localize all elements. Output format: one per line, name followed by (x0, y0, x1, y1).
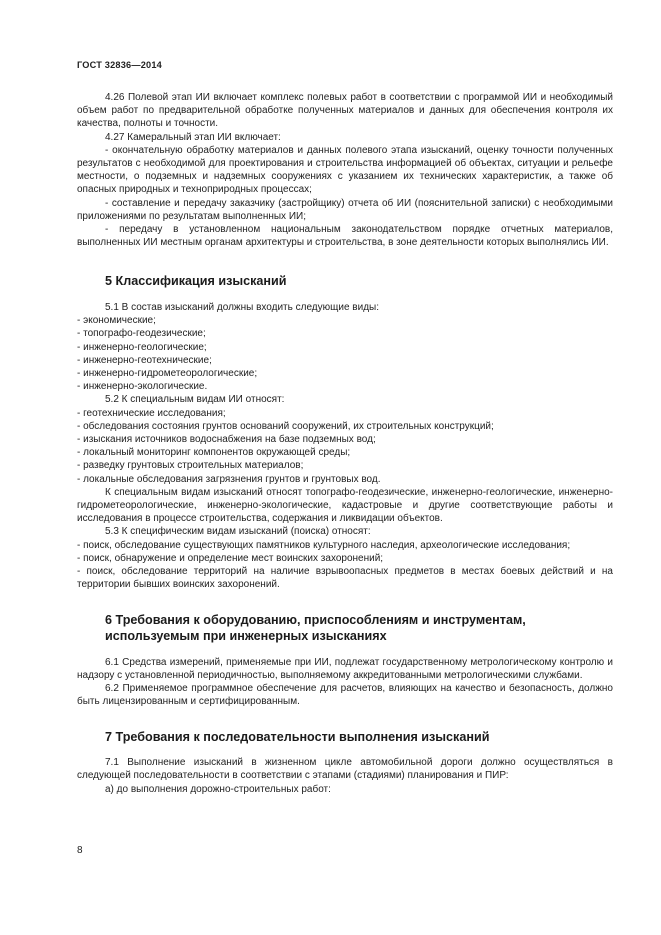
list-item: - поиск, обследование существующих памятников культурного наследия, археологические исследования; (77, 539, 571, 551)
paragraph-5-3: 5.3 К специфическим видам изысканий (поиска) относят: (105, 526, 371, 538)
paragraph-5-2: 5.2 К специальным видам ИИ относят: (105, 394, 285, 406)
list-item: - экономические; (77, 315, 156, 327)
list-item: - разведку грунтовых строительных материалов; (77, 460, 304, 472)
paragraph-5-2-special: К специальным видам изысканий относят топографо-геодезические, инженерно-геологические, инженерно-гидрометеорологические, инженерно-экологические, кадастровые и другие соответствующие работы и исследования в процессе строительства, содержания и ликвидации объектов. (77, 486, 613, 525)
list-item: - топографо-геодезические; (77, 328, 206, 340)
list-item: - инженерно-экологические. (77, 381, 208, 393)
list-item: - локальный мониторинг компонентов окружающей среды; (77, 447, 351, 459)
list-item: - составление и передачу заказчику (застройщику) отчета об ИИ (пояснительной записки) с необходимыми приложениями по результатам выполненных ИИ; (77, 197, 613, 222)
paragraph-5-1: 5.1 В состав изысканий должны входить следующие виды: (105, 302, 379, 314)
paragraph-6-1: 6.1 Средства измерений, применяемые при ИИ, подлежат государственному метрологическому контролю и надзору с установленной периодичностью, выполняемому аккредитованными метрологическими службами. (77, 656, 613, 681)
document-header: ГОСТ 32836—2014 (77, 60, 162, 70)
list-item: - поиск, обнаружение и определение мест воинских захоронений; (77, 552, 384, 564)
list-item: - геотехнические исследования; (77, 407, 226, 419)
list-item: - поиск, обследование территорий на наличие взрывоопасных предметов в местах боевых действий и на территории бывших воинских захоронений. (77, 566, 613, 591)
paragraph-6-2: 6.2 Применяемое программное обеспечение для расчетов, влияющих на качество и безопасность, должно быть лицензированным и сертифицированным. (77, 683, 613, 708)
list-item: - изыскания источников водоснабжения на базе подземных вод; (77, 434, 376, 446)
page-number: 8 (77, 845, 83, 856)
section-7-heading: 7 Требования к последовательности выполнения изысканий (105, 729, 490, 744)
paragraph-7-1-a: а) до выполнения дорожно-строительных работ: (105, 783, 331, 795)
list-item: - передачу в установленном национальным законодательством порядке отчетных материалов, выполненных ИИ местным органам архитектуры и строительства, в зоне деятельности которых выполнялись ИИ. (77, 224, 613, 249)
section-5-heading: 5 Классификация изысканий (105, 274, 287, 289)
paragraph-4-26: 4.26 Полевой этап ИИ включает комплекс полевых работ в соответствии с программой ИИ и необходимый объем работ по предварительной обработке полученных материалов и данных для обеспечения контроля их качества, полноты и точности. (77, 92, 613, 130)
document-body (77, 91, 613, 796)
list-item: - инженерно-геологические; (77, 341, 207, 353)
list-item: - обследования состояния грунтов оснований сооружений, их строительных конструкций; (77, 420, 494, 432)
paragraph-7-1: 7.1 Выполнение изысканий в жизненном цикле автомобильной дороги должно осуществляться в следующей последовательности в соответствии с этапами (стадиями) планирования и ПИР: (77, 757, 613, 782)
list-item: - локальные обследования загрязнения грунтов и грунтовых вод. (77, 473, 381, 485)
list-item: - инженерно-гидрометеорологические; (77, 368, 258, 380)
section-6-heading: 6 Требования к оборудованию, приспособлениям и инструментам, используемым при инженерных изысканиях (105, 612, 526, 644)
list-item: - окончательную обработку материалов и данных полевого этапа изысканий, оценку точности полученных результатов с необходимой для проектирования и строительства информацией об объектах, ситуации и рельефе местности, о подземных и надземных сооружениях с указанием их технических характеристик, а также об опасных природных и техноприродных процессах; (77, 144, 613, 196)
list-item: - инженерно-геотехнические; (77, 354, 212, 366)
paragraph-4-27: 4.27 Камеральный этап ИИ включает: (105, 131, 281, 143)
